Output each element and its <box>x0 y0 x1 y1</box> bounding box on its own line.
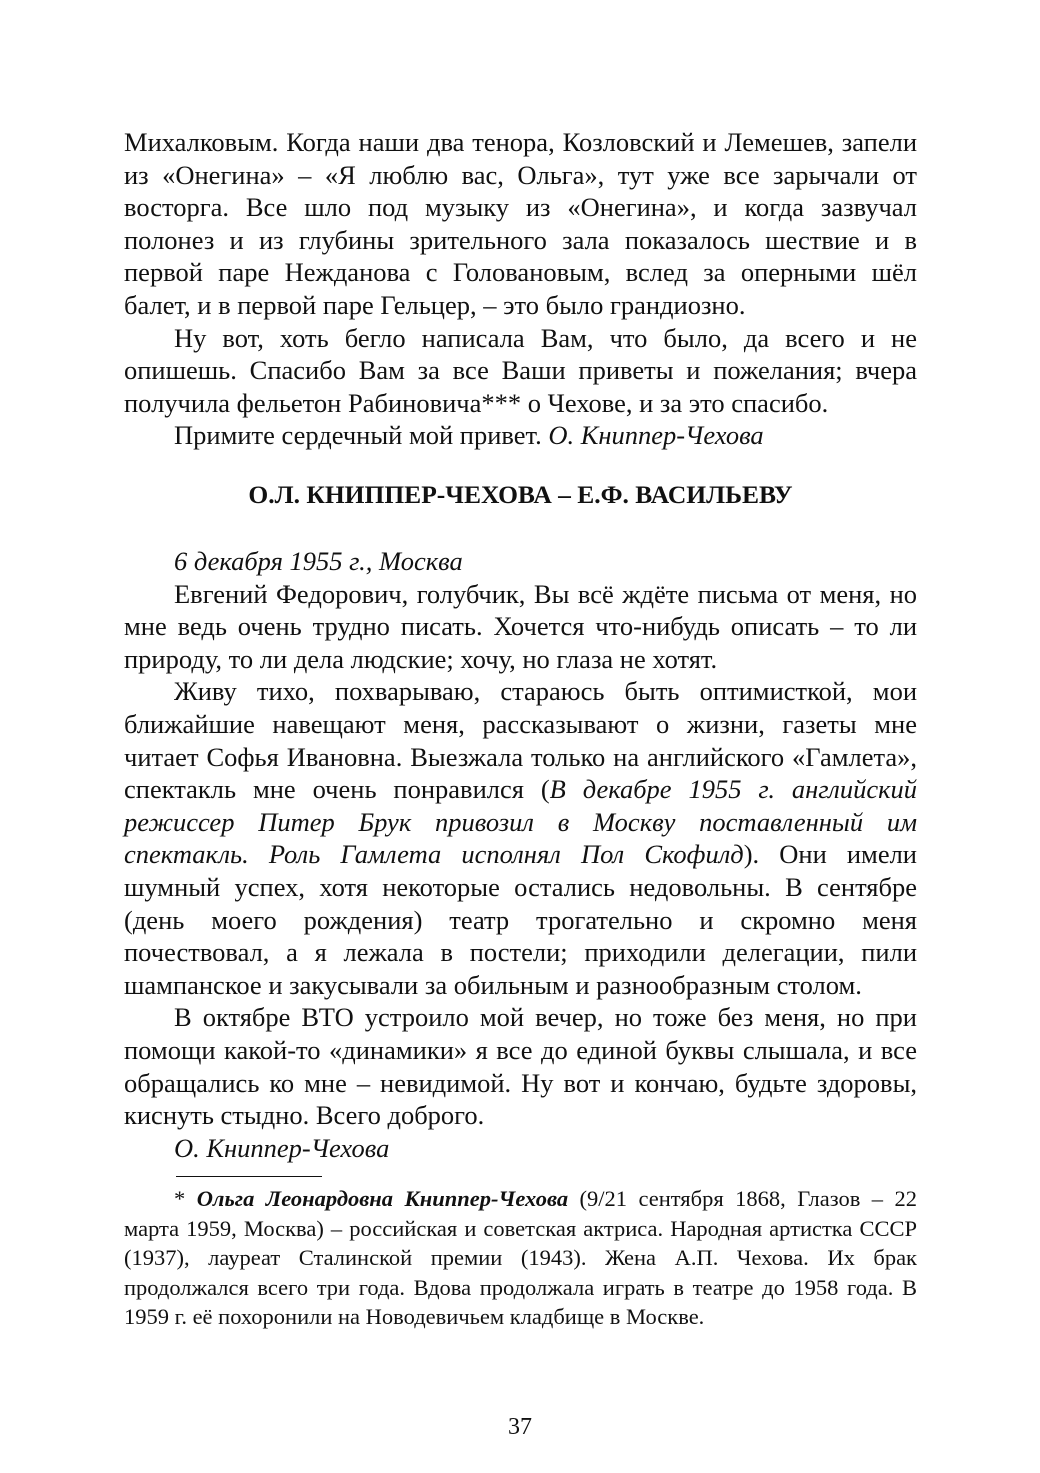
footnote-name: Ольга Леонардовна Книппер-Чехова <box>196 1186 569 1211</box>
paragraph-text: Живу тихо, похварываю, стараюсь быть оптимисткой, мои ближайшие навещают меня, рассказывают о жизни, газеты мне читает Софья Ивановна. Выезжала только на английского «Гамлета», спектакль мне очень понравился ( <box>124 676 917 805</box>
footnote-body: (9/21 сентября 1868, Глазов – 22 марта 1959, Москва) – российская и советская актриса. Народная артистка СССР (1937), лауреат Сталинской премии (1943). Жена А.П. Чехова. Их брак продолжался всего три года. Вдова продолжала играть в театре до 1958 года. В 1959 г. её похоронили на Новодевичьем кладбище в Москве. <box>124 1186 917 1330</box>
paragraph-text: ). Они имели шумный успех, хотя некоторые остались недовольны. В сентябре (день моего рождения) театр трогательно и скромно меня почествовал, а я лежала в постели; приходили делегации, пили шампанское и закусывали за обильным и разнообразным столом. <box>124 839 917 1000</box>
footnote-separator <box>176 1176 322 1177</box>
closing-text: Примите сердечный мой привет. <box>174 420 542 451</box>
editorial-note: В декабре 1955 г. английский режиссер Питер Брук привозил в Москву поставленный им спектакль. Роль Гамлета исполнял Пол Скофилд <box>124 774 917 870</box>
footnote-marker: * <box>174 1186 186 1211</box>
letter-body <box>124 545 917 1164</box>
paragraph: Евгений Федорович, голубчик, Вы всё ждёте письма от меня, но мне ведь очень трудно писать. Хочется что-нибудь описать – то ли природу, то ли дела людские; хочу, но глаза не хотят. <box>124 578 917 674</box>
closing-line <box>124 419 917 452</box>
paragraph: Михалковым. Когда наши два тенора, Козловский и Лемешев, запели из «Онегина» – «Я люблю вас, Ольга», тут уже все зарычали от восторга. Все шло под музыку из «Онегина», и когда зазвучал полонез и из глубины зрительного зала показалось шествие и в первой паре Нежданова с Головановым, вслед за оперными шёл балет, и в первой паре Гельцер, – это было грандиозно. <box>124 127 917 320</box>
letter-date: 6 декабря 1955 г., Москва <box>174 546 463 576</box>
letter-continuation <box>124 126 917 452</box>
letter-heading: О.Л. КНИППЕР-ЧЕХОВА – Е.Ф. ВАСИЛЬЕВУ <box>248 480 793 509</box>
paragraph: В октябре ВТО устроило мой вечер, но тоже без меня, но при помощи какой-то «динамики» я все до единой буквы слышала, и все обращались ко мне – невидимой. Ну вот и кончаю, будьте здоровы, киснуть стыдно. Всего доброго. <box>124 1002 917 1131</box>
footnote <box>124 1184 917 1332</box>
footnote-text <box>124 1184 917 1332</box>
page-number: 37 <box>508 1414 532 1440</box>
paragraph <box>124 675 917 1001</box>
signature: О. Книппер-Чехова <box>174 1132 390 1163</box>
signature: О. Книппер-Чехова <box>548 420 764 451</box>
paragraph: Ну вот, хоть бегло написала Вам, что было, да всего и не опишешь. Спасибо Вам за все Ваши приветы и пожелания; вчера получила фельетон Рабиновича*** о Чехове, и за это спасибо. <box>124 322 917 418</box>
